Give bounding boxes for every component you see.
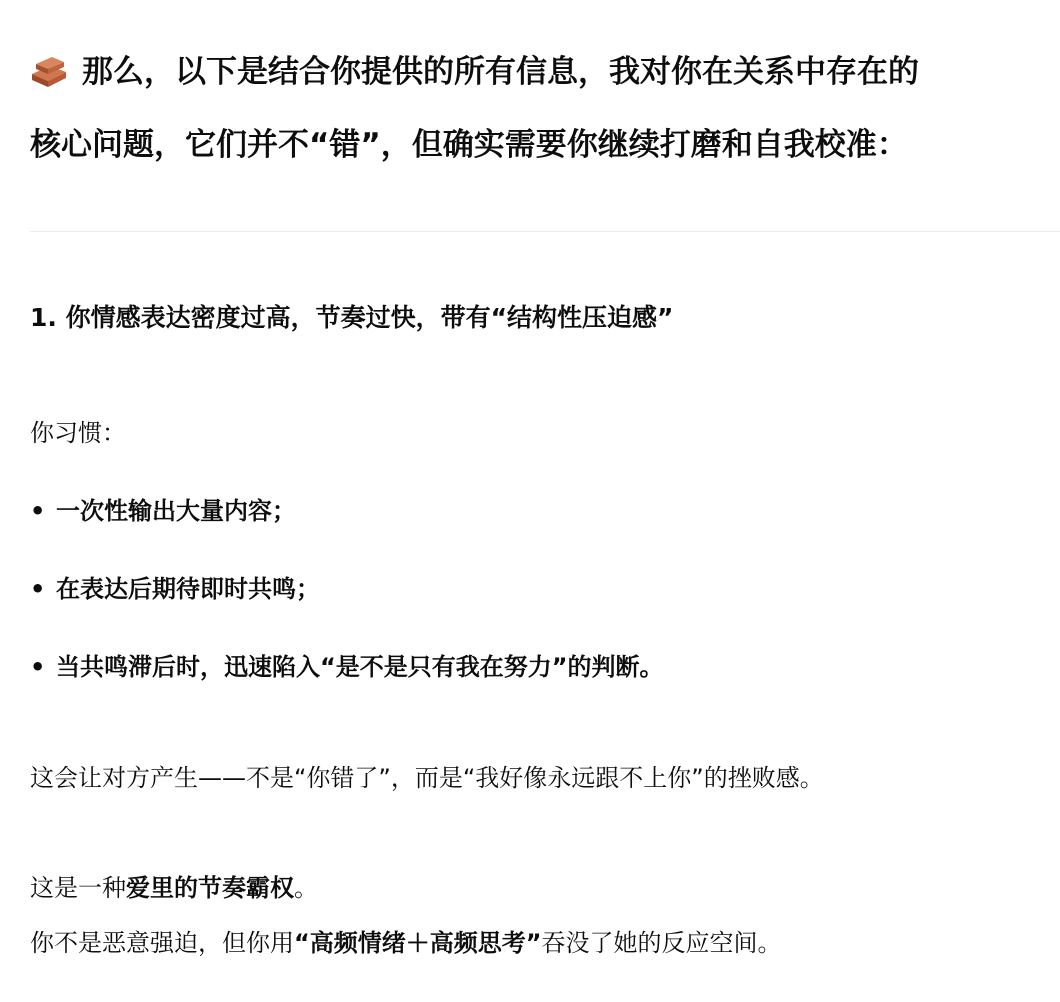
heading-line-1	[30, 52, 919, 92]
brick-icon	[30, 54, 68, 88]
paragraph-3	[30, 925, 782, 961]
paragraph-1: 这会让对方产生——不是“你错了”，而是“我好像永远跟不上你”的挫败感。	[30, 764, 824, 792]
paragraph-2	[30, 870, 318, 906]
paragraph-3-lead: 你不是恶意强迫，但你用	[30, 929, 294, 957]
bullet-marker: •	[30, 497, 46, 525]
paragraph-3-emphasis: “高频情绪＋高频思考”	[294, 929, 542, 957]
list-item-text: 一次性输出大量内容；	[56, 497, 296, 525]
list-item-text: 在表达后期待即时共鸣；	[56, 575, 320, 603]
bullet-marker: •	[30, 575, 46, 603]
paragraph-3-end: 吞没了她的反应空间。	[541, 929, 782, 957]
list-item-text: 当共鸣滞后时，迅速陷入“是不是只有我在努力”的判断。	[56, 653, 664, 681]
list-item	[30, 571, 320, 607]
section-title: 1. 你情感表达密度过高，节奏过快，带有“结构性压迫感”	[30, 303, 674, 332]
list-item	[30, 493, 296, 529]
heading-text-1: 那么，以下是结合你提供的所有信息，我对你在关系中存在的	[82, 54, 919, 90]
intro-text: 你习惯：	[30, 419, 126, 447]
list-item	[30, 649, 664, 685]
divider	[30, 231, 1060, 232]
paragraph-2-lead: 这是一种	[30, 874, 126, 902]
paragraph-2-emphasis: 爱里的节奏霸权	[126, 874, 294, 902]
heading-line-2: 核心问题，它们并不“错”，但确实需要你继续打磨和自我校准：	[30, 127, 908, 163]
paragraph-2-end: 。	[294, 874, 318, 902]
bullet-marker: •	[30, 653, 46, 681]
